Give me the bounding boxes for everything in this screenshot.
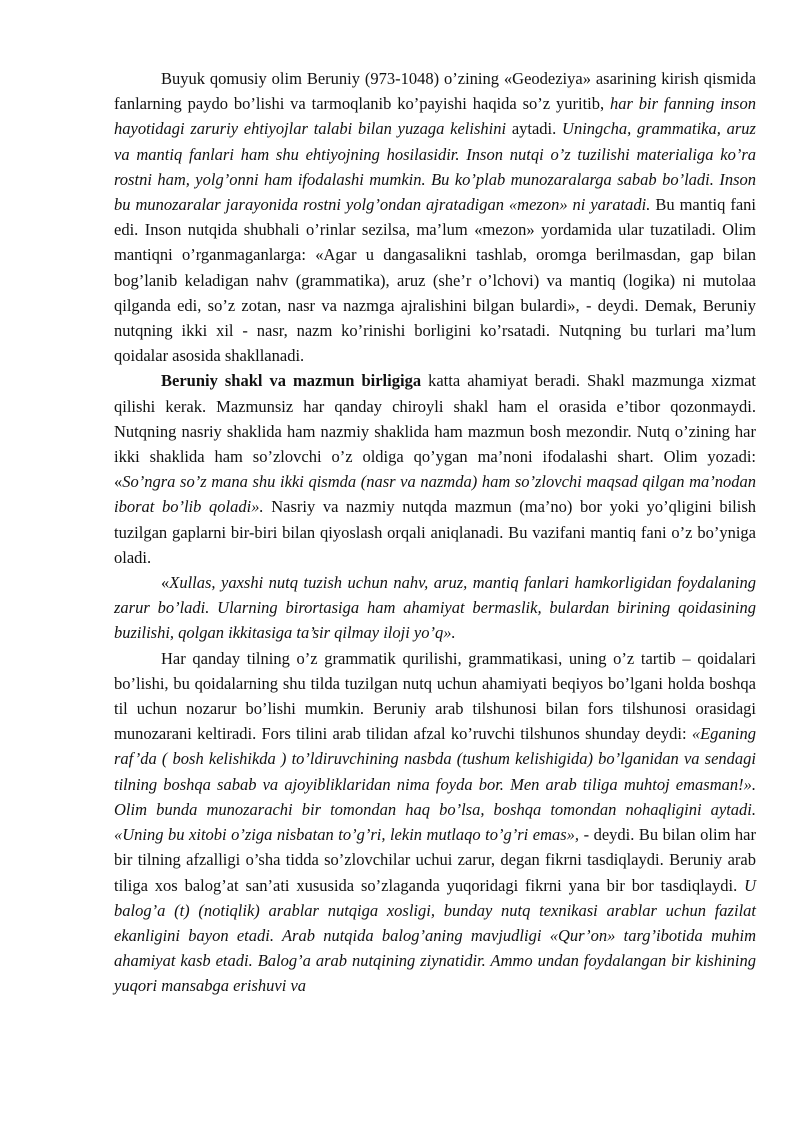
paragraph-1 [114, 66, 756, 368]
paragraph-3-italic-quote: Xullas, yaxshi nutq tuzish uchun nahv, aruz, mantiq fanlari hamkorligidan foydalaning zarur bo’ladi. Ularning birortasiga ham ahamiyat bermaslik, bulardan birining qoidasining buzilishi, qolgan ikkitasiga ta’sir qilmay iloji yo’q». [114, 573, 756, 643]
paragraph-1-text: Bu mantiq fani edi. Inson nutqida shubhali o’rinlar sezilsa, ma’lum «mezon» yordamida ular tuzatiladi. Olim mantiqni o’rganmaganlarga: «Agar u dangasalikni tashlab, oromga berilmasdan, gap bilan bog’lanib keladigan nahv (grammatika), aruz (she’r o’lchovi) va mantiq (logika) ni mutolaa qilganda edi, so’z zotan, nasr va nazmga ajralishini bilgan bulardi», - deydi. Demak, Beruniy nutqning ikki xil - nasr, nazm ko’rinishi borligini ko’rsatadi. Nutqning bu turlari ma’lum qoidalar asosida shakllanadi. [114, 195, 757, 366]
paragraph-2-italic-quote: So’ngra so’z mana shu ikki qismda (nasr va nazmda) ham so’zlovchi maqsad qilgan ma’nodan iborat bo’lib qoladi». [114, 472, 756, 517]
paragraph-1-italic-phrase: har bir fanning inson hayotidagi zaruriy ehtiyojlar talabi bilan yuzaga kelishini [114, 94, 756, 139]
paragraph-2 [114, 368, 756, 570]
paragraph-1-text: Buyuk qomusiy olim Beruniy (973-1048) o’zining «Geodeziya» asarining kirish qismida fanlarning paydo bo’lishi va tarmoqlanib ko’payishi haqida so’z yuritib, [114, 69, 756, 114]
paragraph-4-text: - deydi. Bu bilan olim har bir tilning afzalligi o’sha tidda so’zlovchilar uchui zarur, degan fikrni tasdiqlaydi. Beruniy arab tiliga xos balog’at san’ati xususida so’zlaganda yuqoridagi fikrni yana bir bor tasdiqlaydi. [114, 825, 756, 895]
paragraph-4-italic-quote: «Eganing raf’da ( bosh kelishikda ) to’ldiruvchining nasbda (tushum kelishigida) bo’lganidan va sendagi tilning boshqa sabab va ajoyibliklaridan nima foyda bor. Men arab tiliga muhtoj emasman!». Olim bunda munozarachi bir tomondan haq bo’lsa, boshqa tomondan nohaqligini aytadi. «Uning bu xitobi o’ziga nisbatan to’g’ri, lekin mutlaqo to’g’ri emas», [114, 724, 756, 845]
paragraph-4 [114, 646, 756, 999]
paragraph-1-italic-passage: Uningcha, grammatika, aruz va mantiq fanlari ham shu ehtiyojning hosilasidir. Inson nutqi o’z tuzilishi materialiga ko’ra rostni ham, yolg’onni ham ifodalashi mumkin. Bu ko’plab munozaralarga sabab bo’ladi. Inson bu munozaralar jarayonida rostni yolg’ondan ajratadigan «mezon» ni yaratadi. [114, 119, 756, 215]
paragraph-2-text: katta ahamiyat beradi. Shakl mazmunga xizmat qilishi kerak. Mazmunsiz har qanday chiroyli shakl ham el orasida e’tibor qozonmaydi. Nutqning nasriy shaklida ham nazmiy shaklida ham mazmun bosh mezondir. Nutq o’zining har ikki shaklida ham so’zlovchi o’z oldiga qo’ygan ma’noni ifodalashi shart. Olim yozadi: « [114, 371, 757, 492]
paragraph-2-text: Nasriy va nazmiy nutqda mazmun (ma’no) bor yoki yo’qligini bilish tuzilgan gaplarni bir-biri bilan qiyoslash orqali aniqlanadi. Bu vazifani mantiq fani o’z bo’yniga oladi. [114, 497, 757, 567]
paragraph-1-text: aytadi. [506, 119, 563, 139]
paragraph-4-text: Har qanday tilning o’z grammatik qurilishi, grammatikasi, uning o’z tartib – qoidalari bo’lishi, bu qoidalarning shu tilda tuzilgan nutq uchun ahamiyati beqiyos bo’lgani holda boshqa til uchun nozarur bo’lishi mumkin. Beruniy arab tilshunosi bilan fors tilshunosi orasidagi munozarani keltiradi. Fors tilini arab tilidan afzal ko’ruvchi tilshunos shunday deydi: [114, 648, 756, 744]
paragraph-3 [114, 570, 756, 646]
paragraph-2-bold-lead: Beruniy shakl va mazmun birligiga [161, 371, 422, 391]
paragraph-4-italic-passage: U balog’a (t) (notiqlik) arablar nutqiga xosligi, bunday nutq texnikasi arablar uchun fazilat ekanligini bayon etadi. Arab nutqida balog’aning mavjudligi «Qur’on» targ’ibotida muhim ahamiyat kasb etadi. Balog’a arab nutqining ziynatidir. Ammo undan foydalangan bir kishining yuqori mansabga erishuvi va [114, 875, 756, 996]
document-page [114, 66, 756, 999]
paragraph-3-quote-mark: « [161, 573, 170, 593]
